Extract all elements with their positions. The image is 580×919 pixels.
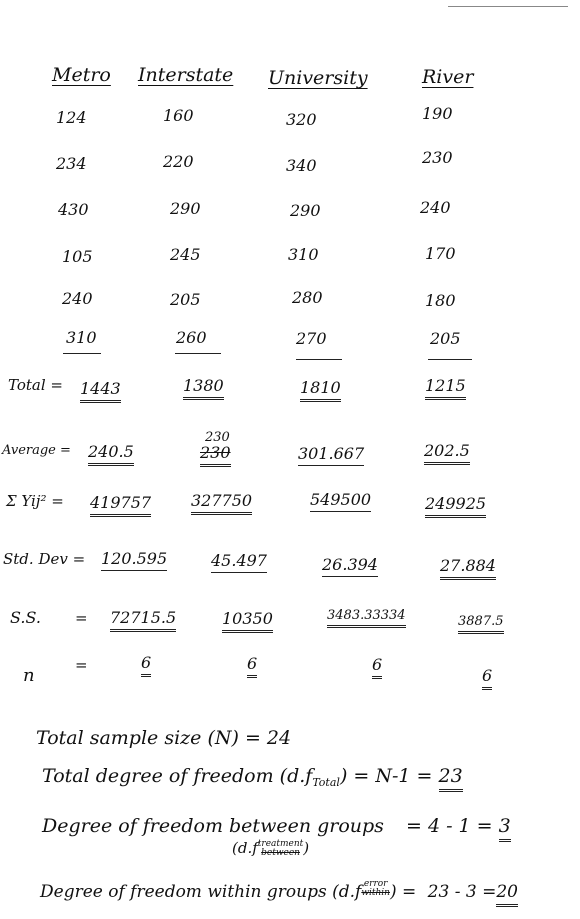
note-within-df: [40, 880, 518, 902]
std-dev-value: 120.595: [101, 549, 167, 571]
top-rule: [448, 6, 568, 7]
average-value: 202.5: [424, 441, 470, 465]
note-result: 20: [496, 882, 518, 907]
column-divider: [175, 353, 221, 354]
ss-value: 3483.33334: [327, 608, 406, 628]
note-total-sample-size: Total sample size (N) = 24: [36, 727, 292, 749]
table-cell: 105: [62, 247, 93, 266]
column-divider: [296, 359, 342, 360]
table-cell: 340: [286, 156, 317, 175]
std-dev-value: 27.884: [440, 556, 496, 580]
note-total-df: [42, 765, 463, 789]
column-divider: [428, 359, 472, 360]
note-subscript: treatment: [257, 839, 304, 849]
average-value: 240.5: [88, 442, 134, 466]
note-text: ) =: [389, 882, 417, 902]
total-value: 1380: [183, 376, 224, 400]
table-cell: 320: [286, 110, 317, 129]
table-cell: 260: [176, 328, 207, 347]
table-cell: 180: [425, 291, 456, 310]
sum-squares-value: 249925: [425, 494, 486, 518]
n-label: n: [23, 665, 35, 686]
column-header-metro: Metro: [52, 64, 111, 86]
note-subscript: error: [363, 879, 388, 889]
table-cell: 190: [422, 104, 453, 123]
table-cell: 205: [170, 290, 201, 309]
note-calc: = 4 - 1 =: [405, 815, 493, 837]
ss-label: S.S.: [10, 608, 41, 627]
sum-squares-label: Σ Yij² =: [6, 492, 64, 510]
table-cell: 234: [56, 154, 87, 173]
note-text: Degree of freedom between groups: [42, 815, 384, 837]
note-subscript: Total: [312, 776, 340, 789]
average-value: 301.667: [298, 444, 364, 466]
ss-value: 3887.5: [458, 614, 504, 634]
note-calc: 23 - 3 =: [427, 882, 497, 902]
table-cell: 430: [58, 200, 89, 219]
note-subscript-struck: between: [261, 848, 300, 858]
n-value: 6: [141, 653, 151, 677]
n-value: 6: [482, 666, 492, 690]
n-value: 6: [247, 654, 257, 678]
table-cell: 220: [163, 152, 194, 171]
average-correction: 230: [205, 430, 230, 445]
table-cell: 240: [62, 289, 93, 308]
note-between-df: [42, 815, 511, 837]
average-label: Average =: [2, 443, 71, 458]
note-text: Total degree of freedom (d.f: [42, 765, 313, 787]
note-text: ) = N-1 =: [339, 765, 433, 787]
ss-value: 72715.5: [110, 608, 176, 632]
std-dev-label: Std. Dev =: [3, 550, 86, 568]
std-dev-value: 26.394: [322, 555, 378, 577]
note-result: 23: [439, 765, 463, 792]
table-cell: 205: [430, 329, 461, 348]
table-cell: 170: [425, 244, 456, 263]
ss-equals: =: [75, 609, 88, 627]
note-text: (d.f: [232, 839, 258, 857]
std-dev-value: 45.497: [211, 551, 267, 573]
total-value: 1443: [80, 379, 121, 403]
table-cell: 160: [163, 106, 194, 125]
sum-squares-value: 419757: [90, 493, 151, 517]
column-header-university: University: [268, 67, 368, 89]
table-cell: 240: [420, 198, 451, 217]
column-divider: [63, 353, 101, 354]
note-text: ): [303, 839, 310, 857]
table-cell: 310: [288, 245, 319, 264]
ss-value: 10350: [222, 609, 273, 633]
sum-squares-value: 327750: [191, 491, 252, 515]
note-result: 3: [499, 815, 511, 842]
table-cell: 280: [292, 288, 323, 307]
note-between-df-sub: [232, 839, 309, 858]
total-value: 1215: [425, 376, 466, 400]
sum-squares-value: 549500: [310, 490, 371, 512]
n-value: 6: [372, 655, 382, 679]
table-cell: 270: [296, 329, 327, 348]
average-value: 230: [200, 443, 231, 467]
column-header-interstate: Interstate: [138, 64, 234, 86]
column-header-river: River: [422, 66, 474, 88]
table-cell: 310: [66, 328, 97, 347]
table-cell: 290: [290, 201, 321, 220]
table-cell: 245: [170, 245, 201, 264]
table-cell: 290: [170, 199, 201, 218]
total-value: 1810: [300, 378, 341, 402]
total-label: Total =: [8, 376, 63, 394]
note-text: Degree of freedom within groups (d.f: [40, 882, 362, 902]
note-subscript-struck: within: [361, 888, 390, 898]
n-equals: =: [75, 656, 88, 674]
table-cell: 230: [422, 148, 453, 167]
table-cell: 124: [56, 108, 87, 127]
